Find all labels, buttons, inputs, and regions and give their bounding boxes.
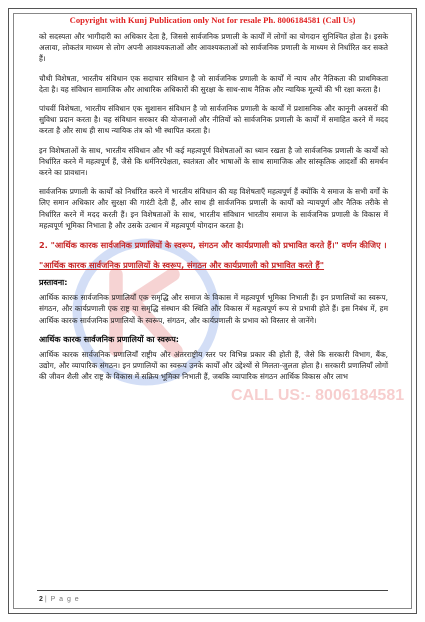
page-footer: [39, 596, 80, 603]
question-title-underlined: "आर्थिक कारक सार्वजनिक प्रणालियों के स्वरूप, संगठन और कार्यप्रणाली को प्रभावित करते हैं": [39, 260, 325, 271]
paragraph: चौथी विशेषता, भारतीय संविधान एक सदाचार संविधान है जो सार्वजनिक प्रणाली के कार्यों में न्याय और नैतिकता की प्राथमिकता देता है। यह संविधान सामाजिक और आधारिक अधिकारों की सुरक्षा के साथ-साथ नैतिक और न्यायिक मूल्यों की भी रक्षा करता है।: [39, 73, 388, 94]
page-number: 2: [39, 596, 43, 603]
page-label: | P a g e: [44, 596, 80, 603]
copyright-header: Copyright with Kunj Publication only Not for resale Ph. 8006184581 (Call Us): [69, 15, 356, 25]
document-page: [8, 8, 417, 614]
page-content: [39, 31, 388, 391]
paragraph: सार्वजनिक प्रणाली के कार्यों को निर्धारित करने में भारतीय संविधान की यह विशेषताएँ महत्वपूर्ण हैं क्योंकि ये समाज के सभी वर्गों के लिए समान अधिकार और सुरक्षा की गारंटी देती हैं, और साथ ही सार्वजनिक प्रणाली के कार्यों को न्यायपूर्ण और नैतिक तरीके से निर्धारित करने में मदद करती हैं। इन विशेषताओं के साथ, भारतीय संविधान भारतीय समाज के सार्वजनिक प्रणाली के विकास में महत्वपूर्ण भूमिका निभाता है और उसके उत्थान में महत्वपूर्ण योगदान करता है।: [39, 187, 388, 230]
footer-divider: [37, 590, 388, 591]
intro-heading: प्रस्तावना:: [39, 278, 68, 288]
question-heading: 2. "आर्थिक कारक सार्वजनिक प्रणालियों के स्वरूप, संगठन और कार्यप्रणाली को प्रभावित करते हैं।" वर्णन कीजिए ।: [39, 240, 387, 251]
paragraph: को सदस्यता और भागीदारी का अधिकार देता है, जिससे सार्वजनिक प्रणाली के कार्यों में लोगों का योगदान सुनिश्चित होता है। इसके अलावा, लोकतंत्र माध्यम से लोग अपनी आवश्यकताओं और आवश्यकताओं को सार्वजनिक प्रणाली के माध्यम से निर्धारित कर सकते हैं।: [39, 32, 388, 64]
form-paragraph: आर्थिक कारक सार्वजनिक प्रणालियाँ राष्ट्रीय और अंतरराष्ट्रीय स्तर पर विभिन्न प्रकार की होती हैं, जैसे कि सरकारी विभाग, बैंक, उद्योग, और व्यापारिक संगठन। इन प्रणालियों का स्वरूप उनके कार्यों और उद्देश्यों से मिलता-जुलता होता है। सरकारी प्रणालियाँ लोगों की जीवन शैली और राष्ट्र के विकास में सक्रिय भूमिका निभाती हैं, जबकि व्यापारिक संगठन आर्थिक विकास और लाभ: [39, 350, 388, 382]
form-heading: आर्थिक कारक सार्वजनिक प्रणालियों का स्वरूप:: [39, 334, 179, 344]
watermark-phone: CALL US:- 8006184581: [231, 387, 405, 404]
paragraph: इन विशेषताओं के साथ, भारतीय संविधान और भी कई महत्वपूर्ण विशेषताओं का ध्यान रखता है जो सार्वजनिक प्रणाली के कार्यों को निर्धारित करने में महत्वपूर्ण हैं, जैसे कि धर्मनिरपेक्षता, स्वतंत्रता और भाषाओं के साथ सामाजिक और सांस्कृतिक आदर्शों की समर्थन करने का प्रावधान।: [39, 145, 388, 178]
intro-paragraph: आर्थिक कारक सार्वजनिक प्रणालियाँ एक समृद्धि और समाज के विकास में महत्वपूर्ण भूमिका निभाती हैं। इन प्रणालियों का स्वरूप, संगठन, और कार्यप्रणाली एक राष्ट्र या समृद्धि संस्थान की स्थिति और विकास में महत्वपूर्ण रूप से प्रभावी होते हैं। इस निबंध में, हम आर्थिक कारक सार्वजनिक प्रणालियों के स्वरूप, संगठन, और कार्यप्रणाली के प्रभाव को विस्तार से जानेंगे।: [39, 293, 388, 325]
paragraph: पांचवीं विशेषता, भारतीय संविधान एक सुशासन संविधान है जो सार्वजनिक प्रणाली के कार्यों में प्रशासनिक और कानूनी अवसरों की सुविधा प्रदान करता है। यह संविधान सरकार की योजनाओं और नीतियों को सार्वजनिक प्रणाली के कार्यों में समाहित करने में मदद करता है और साथ ही साथ न्यायिक तंत्र को भी स्थापित करता है।: [39, 104, 388, 136]
